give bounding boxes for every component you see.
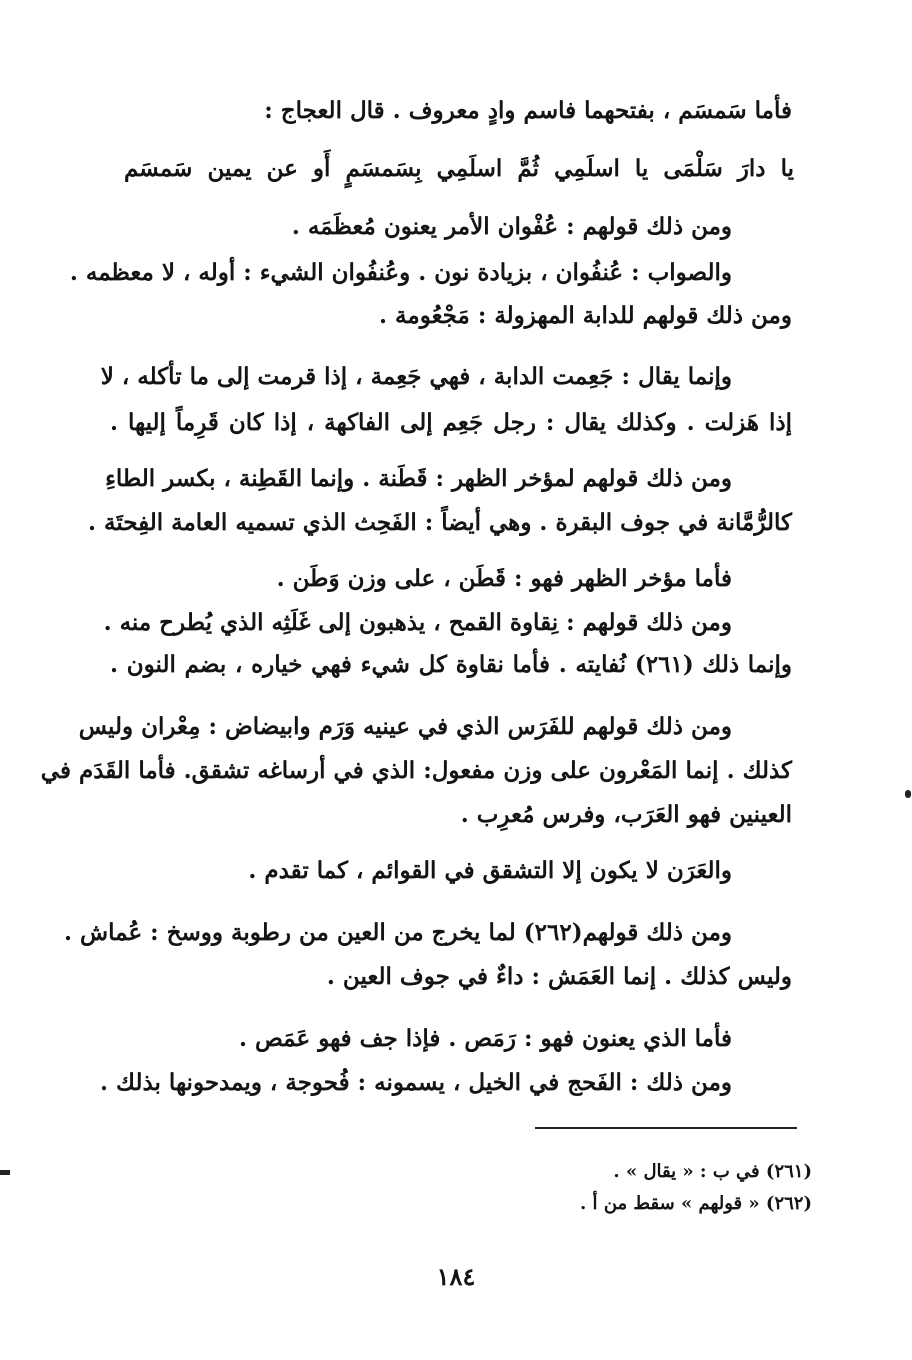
text-line-15: العينين فهو العَرَب، وفرس مُعرِب .	[460, 801, 792, 828]
text-line-12: وإنما ذلك (٢٦١) نُفايته . فأما نقاوة كل شيء فهي خياره ، بضم النون .	[110, 651, 792, 678]
text-line-20: ومن ذلك : الفَحج في الخيل ، يسمونه : فُحوجة ، ويمدحونها بذلك .	[100, 1069, 732, 1096]
scan-edge-dot	[905, 790, 911, 798]
text-line-14: كذلك . إنما المَعْرون على وزن مفعول: الذي في أرساغه تشقق. فأما القَدَم في	[40, 757, 792, 784]
text-line-4: والصواب : عُنفُوان ، بزيادة نون . وعُنفُوان الشيء : أوله ، لا معظمه .	[69, 259, 732, 286]
footnote-262: (٢٦٢) « قولهم » سقط من أ .	[580, 1193, 812, 1214]
text-line-6: وإنما يقال : جَعِمت الدابة ، فهي جَعِمة ، إذا قرمت إلى ما تأكله ، لا	[100, 363, 732, 390]
footnote-261: (٢٦١) في ب : « يقال » .	[613, 1161, 812, 1182]
text-line-16: والعَرَن لا يكون إلا التشقق في القوائم ، كما تقدم .	[248, 857, 732, 884]
text-line-10: فأما مؤخر الظهر فهو : قَطَن ، على وزن وَطَن .	[276, 565, 732, 592]
text-line-8: ومن ذلك قولهم لمؤخر الظهر : قَطَنة . وإنما القَطِنة ، بكسر الطاءِ	[105, 465, 732, 492]
verse-line: يا دارَ سَلْمَى يا اسلَمِي ثُمَّ اسلَمِي بِسَمسَمٍ أَو عن يمين سَمسَم	[124, 155, 794, 182]
text-line-17: ومن ذلك قولهم(٢٦٢) لما يخرج من العين من رطوبة ووسخ : عُماش .	[64, 919, 732, 946]
page-number: ١٨٤	[436, 1262, 476, 1291]
text-line-3: ومن ذلك قولهم : عُفْوان الأمر يعنون مُعظَمَه .	[291, 213, 732, 240]
text-line-13: ومن ذلك قولهم للفَرَس الذي في عينيه وَرَم وابيضاض : مِعْران وليس	[78, 713, 732, 740]
text-line-19: فأما الذي يعنون فهو : رَمَص . فإذا جف فهو عَمَص .	[238, 1025, 732, 1052]
footnote-separator	[535, 1127, 797, 1129]
text-line-9: كالرُّمَّانة في جوف البقرة . وهي أيضاً : الفَحِث الذي تسميه العامة الفِحتَة .	[87, 509, 792, 536]
text-line-7: إذا هَزلت . وكذلك يقال : رجل جَعِم إلى الفاكهة ، إذا كان قَرِماً إليها .	[110, 409, 792, 436]
text-line-18: وليس كذلك . إنما العَمَش : داءٌ في جوف العين .	[326, 963, 792, 990]
text-line-1: فأما سَمسَم ، بفتحهما فاسم وادٍ معروف . قال العجاج :	[264, 97, 792, 124]
text-line-5: ومن ذلك قولهم للدابة المهزولة : مَجْعُومة .	[379, 302, 792, 329]
text-line-11: ومن ذلك قولهم : نِقاوة القمح ، يذهبون إلى غَلَثِه الذي يُطرح منه .	[103, 609, 732, 636]
scan-edge-mark	[0, 1170, 10, 1175]
